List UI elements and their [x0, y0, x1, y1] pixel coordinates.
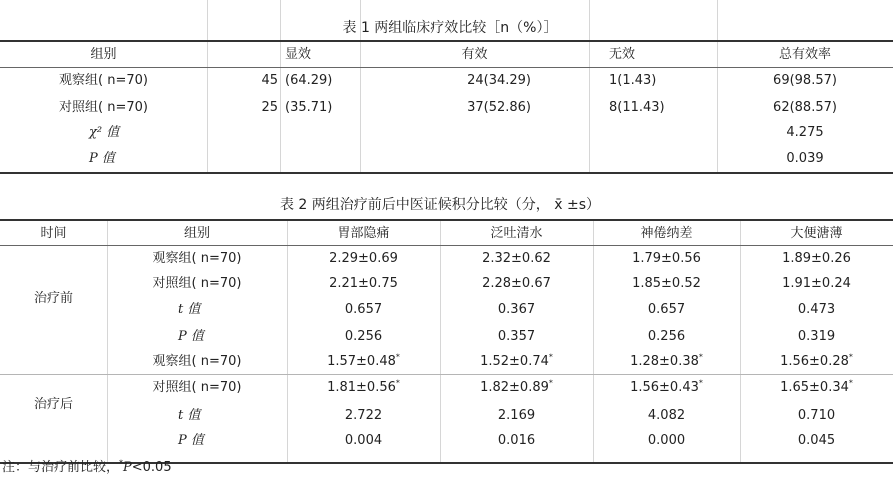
t2-row-value-d: 0.473 [797, 302, 836, 317]
t1-row-stat-label: χ² 值 [89, 125, 120, 140]
t1-row-total: 4.275 [786, 125, 824, 140]
t1-row-xianxiao: (64.29) [285, 73, 333, 88]
t1-row-youxiao: 24(34.29) [467, 73, 531, 88]
t2-row-value-d: 1.65±0.34* [780, 378, 853, 395]
t1-row-n: 25 [261, 100, 278, 115]
t2-row-value-a: 0.657 [344, 302, 383, 317]
t2-row-stat-label: t 值 [178, 302, 201, 317]
t2-row-value-d: 0.319 [797, 329, 836, 344]
footnote-text: 注：与治疗前比较，*P<0.05 [2, 458, 172, 475]
table-2-title: 表 2 两组治疗前后中医证候积分比较（分， x̄ ±s） [279, 197, 601, 213]
t1-header-xianxiao: 显效 [285, 47, 312, 62]
t2-row-value-c: 1.56±0.43* [630, 378, 703, 395]
t2-row-group: 观察组( n=70) [152, 251, 242, 266]
t2-row-value-a: 1.57±0.48* [327, 352, 400, 369]
footnote [2, 460, 172, 476]
t2-row-value-b: 1.82±0.89* [480, 378, 553, 395]
t2-row-value-b: 2.28±0.67 [482, 276, 551, 291]
t2-header-col-c: 神倦纳差 [640, 226, 693, 241]
t2-row-value-a: 0.004 [344, 433, 383, 448]
t2-time-after: 治疗后 [33, 397, 73, 412]
t2-header-time: 时间 [40, 226, 67, 241]
t2-row-stat-label: P 值 [178, 329, 204, 344]
t1-header-total: 总有效率 [778, 47, 831, 62]
t2-row-value-b: 0.367 [497, 302, 536, 317]
t2-row-value-d: 0.045 [797, 433, 836, 448]
t2-row-value-b: 2.32±0.62 [482, 251, 551, 266]
t2-row-value-c: 1.28±0.38* [630, 352, 703, 369]
t2-header-col-a: 胃部隐痛 [337, 226, 390, 241]
t1-row-xianxiao: (35.71) [285, 100, 333, 115]
t2-row-value-c: 0.256 [647, 329, 686, 344]
t2-row-value-c: 1.85±0.52 [632, 276, 701, 291]
t2-row-value-b: 2.169 [497, 408, 536, 423]
t2-row-value-c: 0.657 [647, 302, 686, 317]
t1-row-youxiao: 37(52.86) [467, 100, 531, 115]
t1-row-total: 62(88.57) [773, 100, 837, 115]
t2-row-value-a: 2.21±0.75 [329, 276, 398, 291]
t1-row-group: 观察组( n=70) [59, 73, 148, 88]
t2-row-group: 观察组( n=70) [152, 354, 242, 369]
t2-row-value-a: 2.29±0.69 [329, 251, 398, 266]
t2-time-before: 治疗前 [33, 291, 73, 306]
t2-row-value-a: 0.256 [344, 329, 383, 344]
t2-row-value-b: 0.016 [497, 433, 536, 448]
t2-row-value-d: 1.91±0.24 [782, 276, 851, 291]
t2-header-group: 组别 [183, 226, 210, 241]
t1-row-group: 对照组( n=70) [59, 100, 148, 115]
t1-row-total: 69(98.57) [773, 73, 837, 88]
t2-row-stat-label: t 值 [178, 408, 201, 423]
t1-row-wuxiao: 8(11.43) [609, 100, 665, 115]
t2-header-col-d: 大便溏薄 [790, 226, 843, 241]
t2-row-value-a: 1.81±0.56* [327, 378, 400, 395]
t2-header-col-b: 泛吐清水 [490, 226, 543, 241]
t2-row-value-d: 1.89±0.26 [782, 251, 851, 266]
t1-row-total: 0.039 [786, 151, 824, 166]
t2-row-value-b: 1.52±0.74* [480, 352, 553, 369]
t2-row-value-d: 0.710 [797, 408, 836, 423]
t1-header-wuxiao: 无效 [609, 47, 636, 62]
t2-row-value-c: 0.000 [647, 433, 686, 448]
t2-row-stat-label: P 值 [178, 433, 204, 448]
t1-header-group: 组别 [90, 47, 117, 62]
t2-row-value-b: 0.357 [497, 329, 536, 344]
t2-row-value-d: 1.56±0.28* [780, 352, 853, 369]
t1-row-stat-label: P 值 [89, 151, 115, 166]
t2-row-group: 对照组( n=70) [152, 380, 242, 395]
t2-row-value-c: 1.79±0.56 [632, 251, 701, 266]
t2-row-group: 对照组( n=70) [152, 276, 242, 291]
t2-row-value-a: 2.722 [344, 408, 383, 423]
t1-row-n: 45 [261, 73, 278, 88]
table-1-title: 表 1 两组临床疗效比较［n（%）］ [342, 20, 558, 36]
t1-row-wuxiao: 1(1.43) [609, 73, 657, 88]
t2-row-value-c: 4.082 [647, 408, 686, 423]
t1-header-youxiao: 有效 [461, 47, 488, 62]
